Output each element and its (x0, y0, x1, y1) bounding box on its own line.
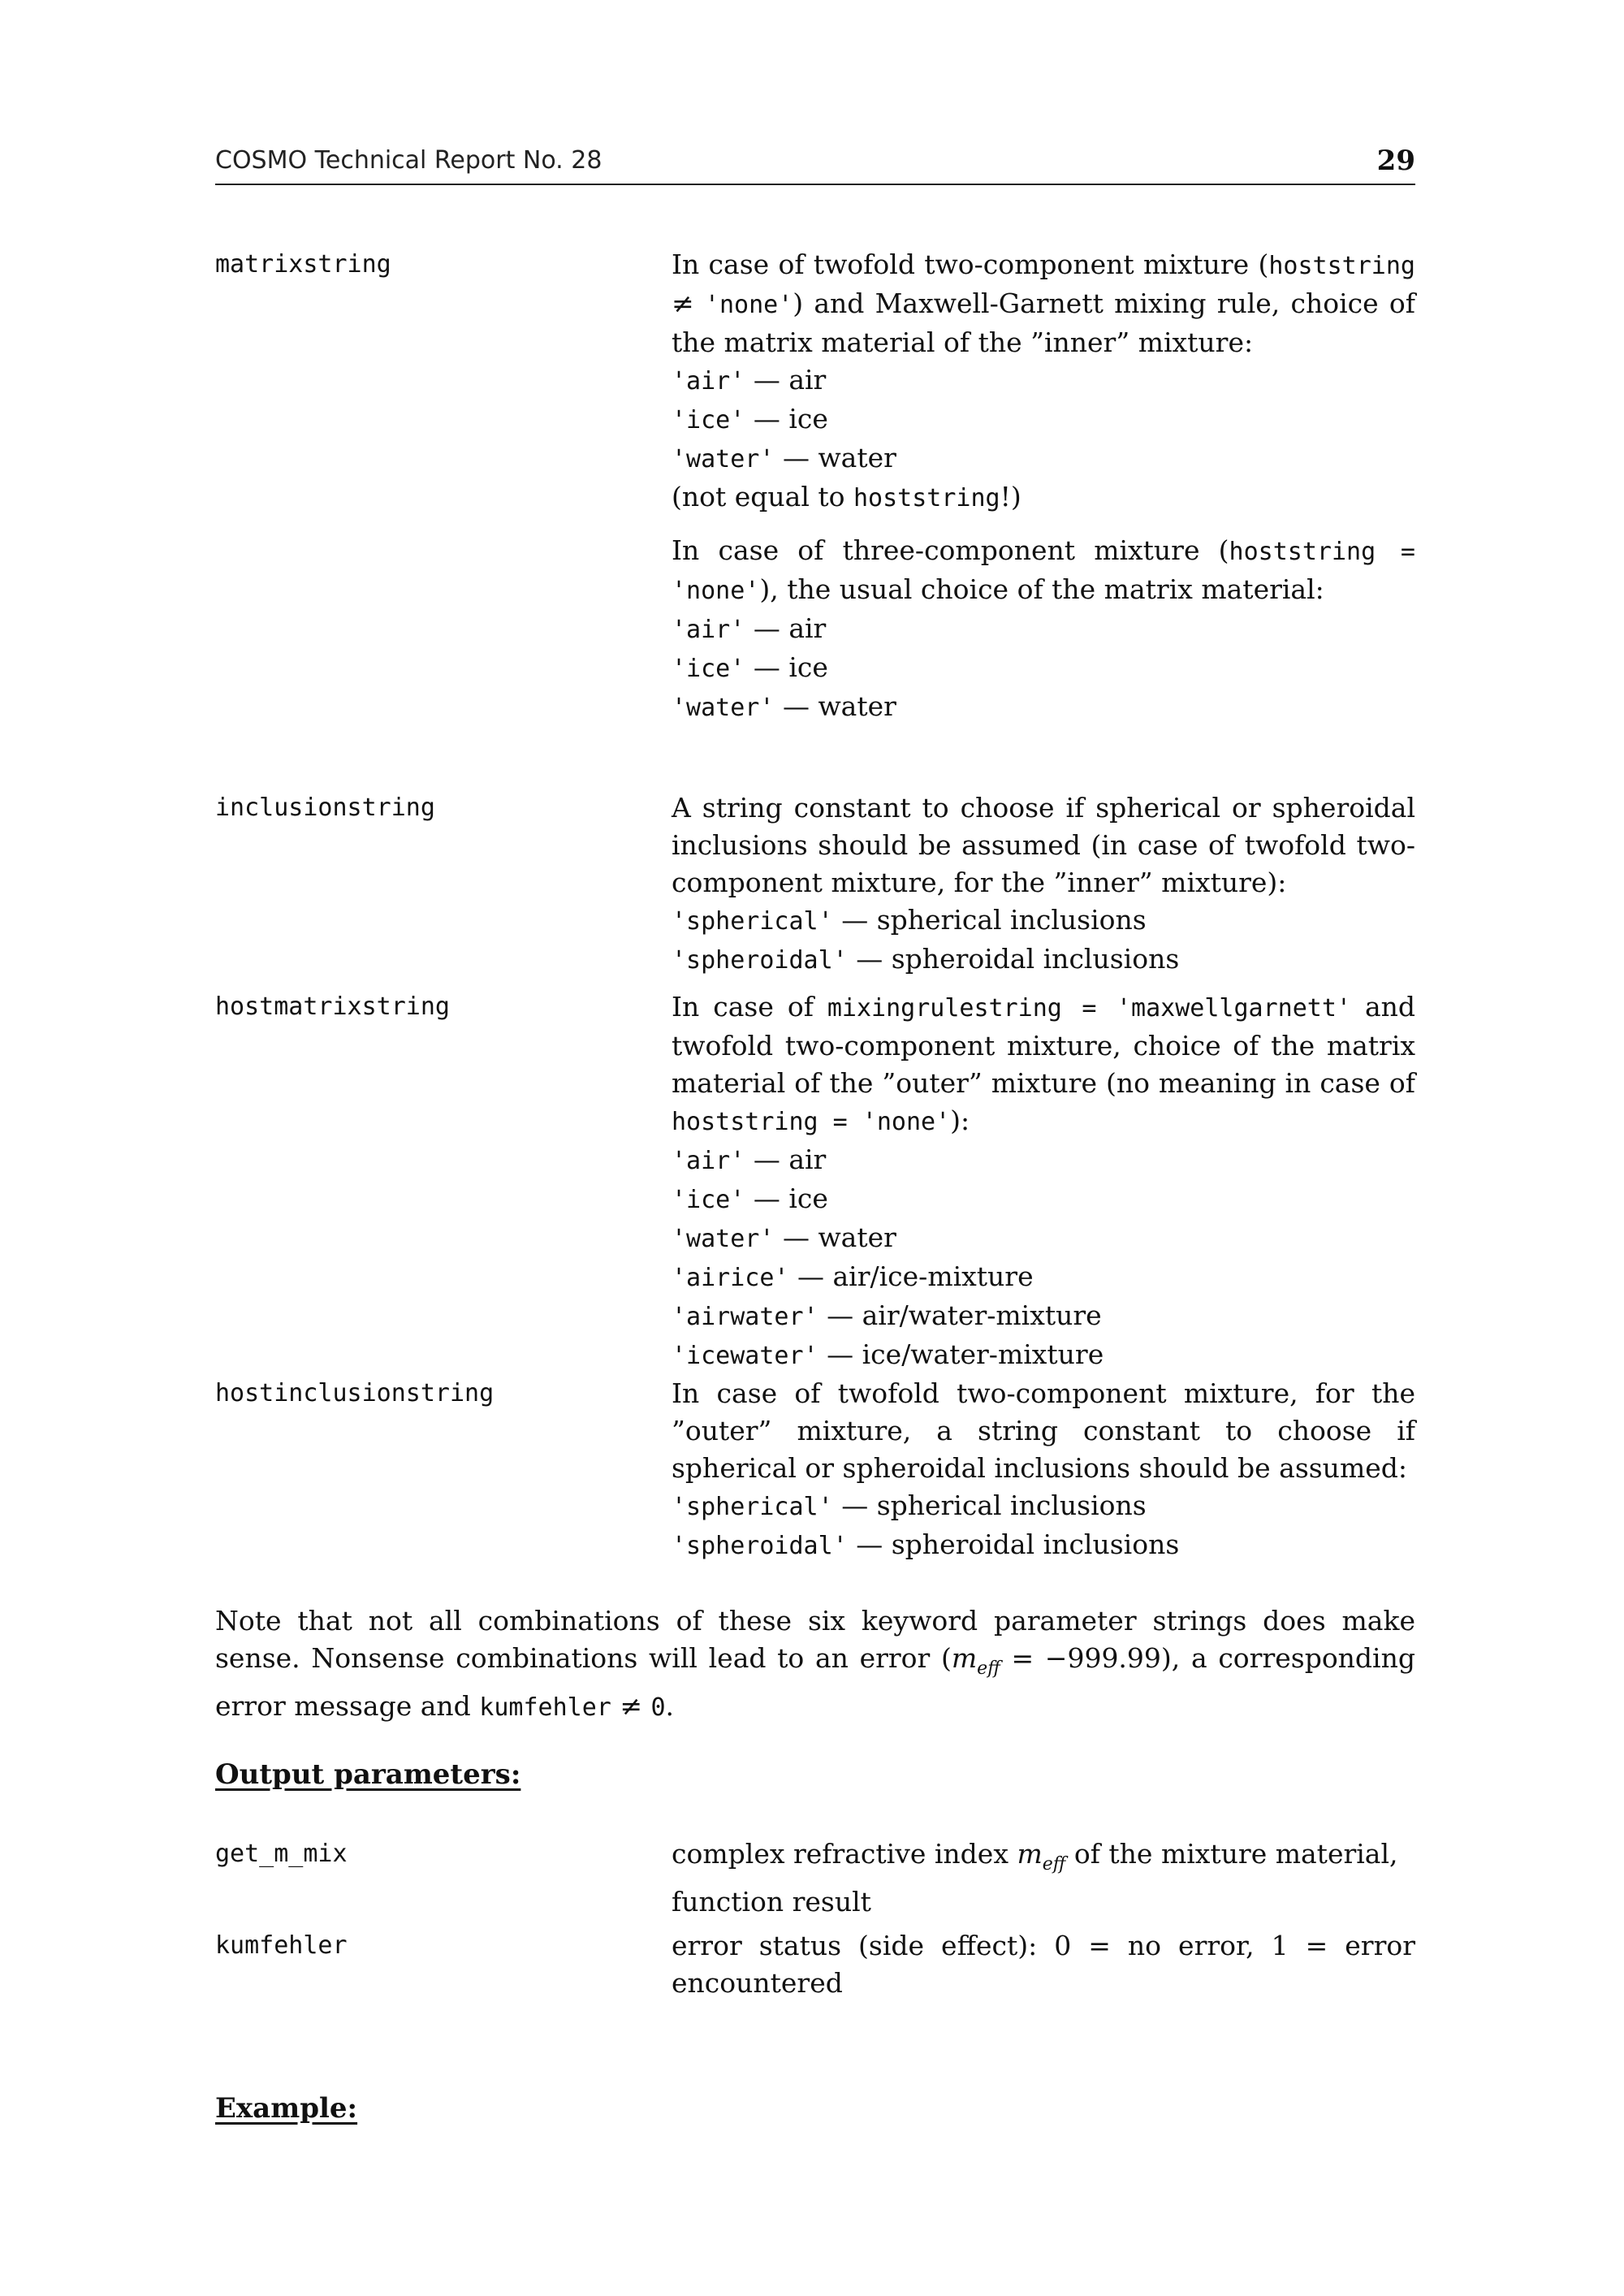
description-paragraph: In case of mixingrulestring = 'maxwellgarnett' and twofold two-component mixture, choice of the matrix material of the ”outer” mixture (no meaning in case of hoststring = 'none'): (672, 991, 1415, 1136)
option-item: 'icewater' — ice/water-mixture (672, 1338, 1104, 1370)
example-heading: Example: (215, 2092, 358, 2125)
param-description (672, 988, 1415, 1375)
param-description (672, 1375, 1415, 1565)
param-description (672, 246, 1415, 727)
param-term: hostmatrixstring (215, 992, 450, 1021)
page-number: 29 (1376, 145, 1415, 177)
option-item: 'ice' — ice (672, 651, 828, 683)
option-item: 'ice' — ice (672, 403, 828, 435)
param-description (672, 789, 1415, 979)
option-item: 'spherical' — spherical inclusions (672, 904, 1147, 936)
param-term: matrixstring (215, 250, 391, 279)
param-description (672, 1927, 1415, 2002)
option-item: 'air' — air (672, 364, 827, 396)
option-item: 'water' — water (672, 690, 896, 722)
param-term: get_m_mix (215, 1840, 348, 1868)
option-item: 'spheroidal' — spheroidal inclusions (672, 943, 1180, 975)
description-paragraph: In case of twofold two-component mixture, for the ”outer” mixture, a string constant to choose if spherical or spheroidal inclusions should be assumed: (672, 1377, 1415, 1484)
param-description (672, 1836, 1415, 1921)
document-page (215, 0, 1415, 2296)
option-item: 'water' — water (672, 442, 896, 473)
matrixstring-note: (not equal to hoststring!) (672, 481, 1021, 512)
option-item: 'air' — air (672, 1144, 827, 1175)
option-item: 'spherical' — spherical inclusions (672, 1490, 1147, 1521)
param-term: hostinclusionstring (215, 1379, 495, 1407)
option-item: 'air' — air (672, 612, 827, 644)
param-term: kumfehler (215, 1931, 348, 1960)
output-parameters-heading: Output parameters: (215, 1758, 521, 1791)
note-paragraph: Note that not all combinations of these six keyword parameter strings does make sense. Nonsense combinations will lead to an error $(m_{eff} = -999.99)$, a corresponding error message and kumfehler ≠ 0. (215, 1605, 1415, 1722)
option-item: 'airwater' — air/water-mixture (672, 1299, 1102, 1331)
option-item: 'spheroidal' — spheroidal inclusions (672, 1529, 1180, 1560)
option-item: 'airice' — air/ice-mixture (672, 1260, 1034, 1292)
description-paragraph: error status (side effect): 0 = no error, 1 = error encountered (672, 1930, 1415, 1999)
report-title: COSMO Technical Report No. 28 (215, 146, 603, 175)
description-paragraph: A string constant to choose if spherical or spheroidal inclusions should be assumed (in case of twofold two-component mixture, for the ”inner” mixture): (672, 792, 1415, 898)
option-item: 'ice' — ice (672, 1183, 828, 1214)
description-paragraph: complex refractive index $m_{eff}$ of the mixture material, function result (672, 1838, 1398, 1918)
description-paragraph: In case of three-component mixture (hoststring = 'none'), the usual choice of the matrix material: (672, 534, 1415, 605)
page-header (215, 145, 1415, 185)
description-paragraph: In case of twofold two-component mixture (hoststring ≠ 'none') and Maxwell-Garnett mixing rule, choice of the matrix material of the ”inner” mixture: (672, 249, 1415, 358)
param-term: inclusionstring (215, 793, 435, 822)
option-item: 'water' — water (672, 1222, 896, 1253)
